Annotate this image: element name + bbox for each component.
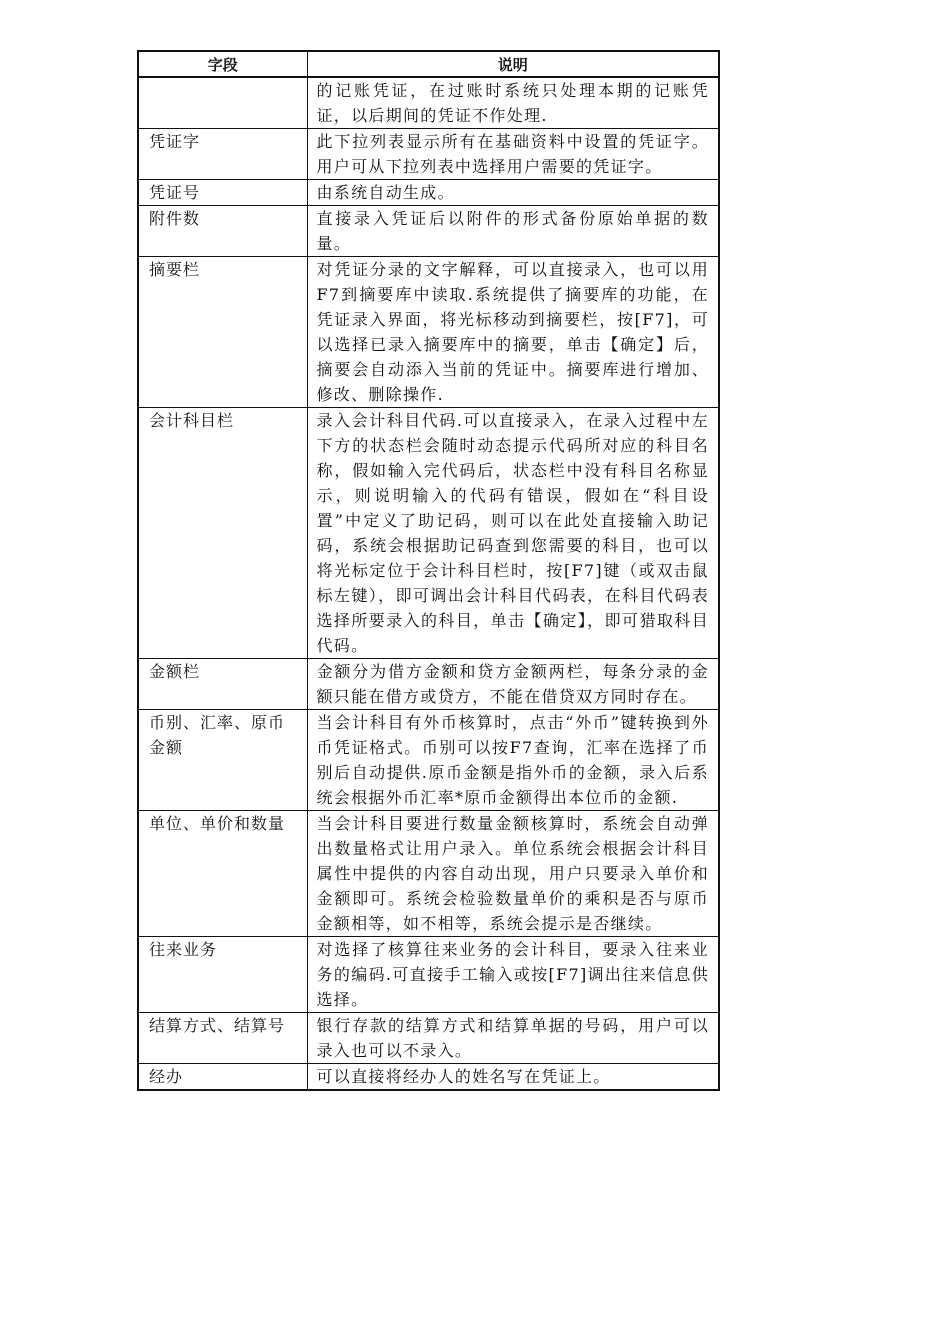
- field-cell: 凭证字: [138, 129, 307, 180]
- description-cell: 可以直接将经办人的姓名写在凭证上。: [307, 1064, 719, 1091]
- field-cell: 凭证号: [138, 180, 307, 206]
- table-row: [138, 206, 719, 257]
- table-row: [138, 1064, 719, 1091]
- table-row: [138, 77, 719, 129]
- table-row: [138, 659, 719, 710]
- description-cell: 此下拉列表显示所有在基础资料中设置的凭证字。用户可从下拉列表中选择用户需要的凭证字。: [307, 129, 719, 180]
- field-cell: 附件数: [138, 206, 307, 257]
- header-description: 说明: [307, 51, 719, 77]
- field-cell: [138, 77, 307, 129]
- header-field: 字段: [138, 51, 307, 77]
- description-cell: 录入会计科目代码.可以直接录入，在录入过程中左下方的状态栏会随时动态提示代码所对应的科目名称，假如输入完代码后，状态栏中没有科目名称显示，则说明输入的代码有错误，假如在“科目设置”中定义了助记码，则可以在此处直接输入助记码，系统会根据助记码查到您需要的科目，也可以将光标定位于会计科目栏时，按[F7]键（或双击鼠标左键），即可调出会计科目代码表，在科目代码表选择所要录入的科目，单击【确定】，即可猎取科目代码。: [307, 408, 719, 659]
- description-cell: 的记账凭证，在过账时系统只处理本期的记账凭证，以后期间的凭证不作处理.: [307, 77, 719, 129]
- table-row: [138, 710, 719, 811]
- field-cell: 单位、单价和数量: [138, 811, 307, 937]
- table-row: [138, 408, 719, 659]
- field-cell: 金额栏: [138, 659, 307, 710]
- table-row: [138, 1013, 719, 1064]
- field-cell: 经办: [138, 1064, 307, 1091]
- description-cell: 对凭证分录的文字解释，可以直接录入，也可以用F7到摘要库中读取.系统提供了摘要库的功能，在凭证录入界面，将光标移动到摘要栏，按[F7]，可以选择已录入摘要库中的摘要，单击【确定】后，摘要会自动添入当前的凭证中。摘要库进行增加、修改、删除操作.: [307, 257, 719, 408]
- field-cell: 结算方式、结算号: [138, 1013, 307, 1064]
- description-cell: 当会计科目有外币核算时，点击“外币”键转换到外币凭证格式。币别可以按F7查询，汇率在选择了币别后自动提供.原币金额是指外币的金额，录入后系统会根据外币汇率*原币金额得出本位币的金额.: [307, 710, 719, 811]
- description-cell: 当会计科目要进行数量金额核算时，系统会自动弹出数量格式让用户录入。单位系统会根据会计科目属性中提供的内容自动出现，用户只要录入单价和金额即可。系统会检验数量单价的乘积是否与原币金额相等，如不相等，系统会提示是否继续。: [307, 811, 719, 937]
- description-cell: 直接录入凭证后以附件的形式备份原始单据的数量。: [307, 206, 719, 257]
- description-cell: 银行存款的结算方式和结算单据的号码，用户可以录入也可以不录入。: [307, 1013, 719, 1064]
- table-row: [138, 129, 719, 180]
- table-header-row: [138, 51, 719, 77]
- field-cell: 往来业务: [138, 937, 307, 1013]
- description-cell: 由系统自动生成。: [307, 180, 719, 206]
- field-description-table: [137, 50, 720, 1091]
- table-row: [138, 180, 719, 206]
- table-row: [138, 257, 719, 408]
- field-cell: 摘要栏: [138, 257, 307, 408]
- table-row: [138, 937, 719, 1013]
- field-cell: 币别、汇率、原币金额: [138, 710, 307, 811]
- description-cell: 对选择了核算往来业务的会计科目，要录入往来业务的编码.可直接手工输入或按[F7]调出往来信息供选择。: [307, 937, 719, 1013]
- table-row: [138, 811, 719, 937]
- description-cell: 金额分为借方金额和贷方金额两栏，每条分录的金额只能在借方或贷方，不能在借贷双方同时存在。: [307, 659, 719, 710]
- field-cell: 会计科目栏: [138, 408, 307, 659]
